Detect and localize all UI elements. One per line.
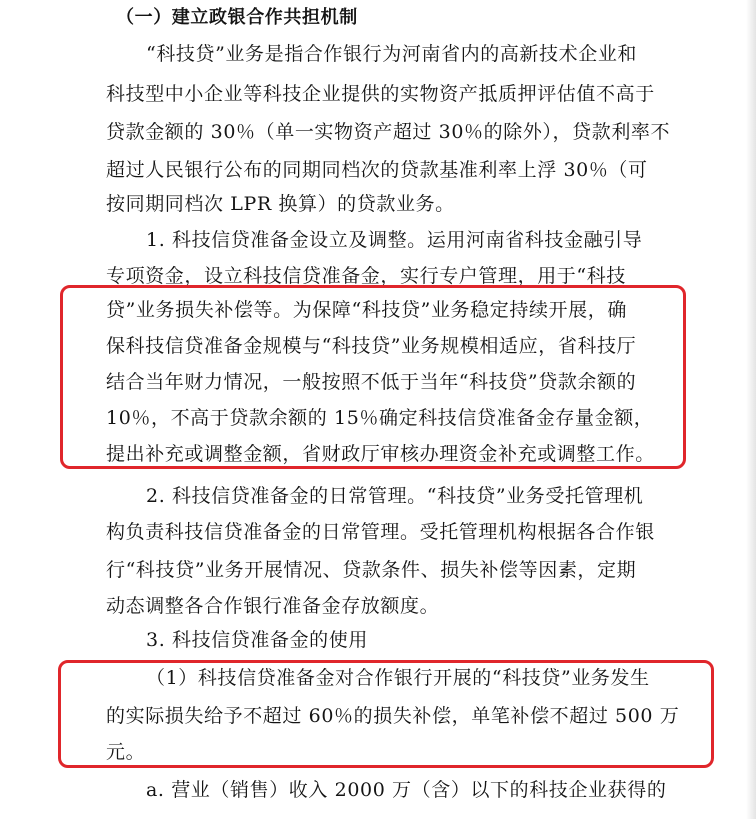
paragraph-line: 1. 科技信贷准备金设立及调整。运用河南省科技金融引导: [146, 229, 643, 251]
paragraph-line: 贷”业务损失补偿等。为保障“科技贷”业务稳定持续开展，确: [106, 299, 627, 321]
paragraph-line: 贷款金额的 30％（单一实物资产超过 30％的除外），贷款利率不: [106, 121, 671, 143]
paragraph-line: 行“科技贷”业务开展情况、贷款条件、损失补偿等因素，定期: [106, 559, 637, 581]
paragraph-line: 提出补充或调整金额，省财政厅审核办理资金补充或调整工作。: [106, 443, 655, 465]
paragraph-line: 专项资金，设立科技信贷准备金，实行专户管理，用于“科技: [106, 265, 626, 287]
paragraph-line: “科技贷”业务是指合作银行为河南省内的高新技术企业和: [146, 43, 638, 65]
paragraph-line: 2. 科技信贷准备金的日常管理。“科技贷”业务受托管理机: [146, 485, 644, 507]
paragraph-line: 构负责科技信贷准备金的日常管理。受托管理机构根据各合作银: [106, 521, 655, 543]
paragraph-line: 按同期同档次 LPR 换算）的贷款业务。: [106, 193, 455, 215]
paragraph-line: a. 营业（销售）收入 2000 万（含）以下的科技企业获得的: [146, 779, 667, 801]
paragraph-line: 保科技信贷准备金规模与“科技贷”业务规模相适应，省科技厅: [106, 335, 637, 357]
paragraph-line: 科技型中小企业等科技企业提供的实物资产抵质押评估值不高于: [106, 83, 655, 105]
paragraph-line: 的实际损失给予不超过 60％的损失补偿，单笔补偿不超过 500 万: [106, 705, 680, 727]
section-heading: （一）建立政银合作共担机制: [116, 7, 358, 28]
paragraph-line: （1）科技信贷准备金对合作银行开展的“科技贷”业务发生: [146, 667, 650, 689]
highlight-box-reserve-ratio: [60, 285, 686, 469]
paragraph-line: 3. 科技信贷准备金的使用: [146, 629, 368, 651]
paragraph-line: 结合当年财力情况，一般按照不低于当年“科技贷”贷款余额的: [106, 371, 637, 393]
paragraph-line: 动态调整各合作银行准备金存放额度。: [106, 595, 440, 617]
page-edge-shadow: [746, 0, 756, 819]
paragraph-line: 10％，不高于贷款余额的 15％确定科技信贷准备金存量金额，: [106, 407, 654, 429]
highlight-box-loss-compensation: [58, 660, 714, 768]
paragraph-line: 元。: [106, 741, 146, 763]
paragraph-line: 超过人民银行公布的同期同档次的贷款基准利率上浮 30％（可: [106, 159, 648, 181]
